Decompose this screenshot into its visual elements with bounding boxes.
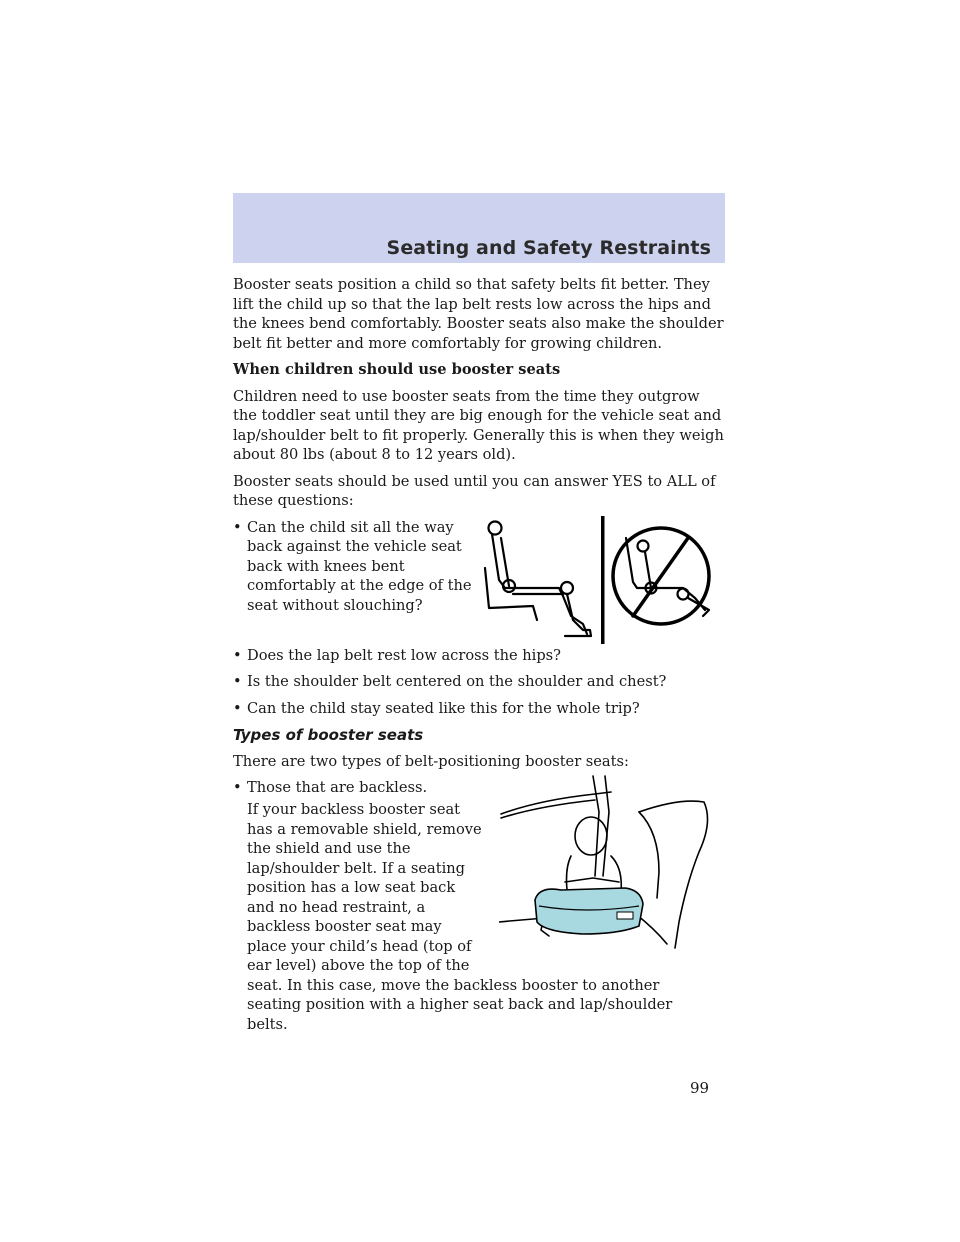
- question-2-text: Does the lap belt rest low across the hips?: [247, 646, 561, 664]
- bullet-icon: •: [233, 673, 242, 690]
- types-intro: There are two types of belt-positioning booster seats:: [233, 752, 629, 770]
- list-item: [233, 699, 725, 719]
- page-number: 99: [690, 1079, 710, 1097]
- bullet-icon: •: [233, 646, 242, 664]
- prohibited-posture-icon: [613, 528, 709, 624]
- list-item: [233, 518, 475, 616]
- divider: [601, 516, 605, 644]
- seating-posture-illustration: [483, 516, 721, 646]
- question-1-text: Can the child sit all the way back against the vehicle seat back with knees bent comfortably at the edge of the seat without slouching?: [247, 518, 472, 614]
- question-3-text: Is the shoulder belt centered on the shoulder and chest?: [247, 673, 667, 690]
- booster-seat-icon: [535, 888, 643, 934]
- window-outline: [501, 792, 611, 814]
- list-item: [233, 672, 725, 692]
- types-bullet-text: Those that are backless.: [247, 779, 428, 796]
- bullet-icon: •: [233, 779, 242, 796]
- list-item: [233, 646, 725, 666]
- when-paragraph: Children need to use booster seats from the time they outgrow the toddler seat until they are big enough for the vehicle seat and lap/shoulder belt to fit properly. Generally this is when they weigh about 80 lbs (about 8 to 12 years old).: [233, 387, 724, 463]
- backless-text: If your backless booster seat has a removable shield, remove the shield and use the lap/shoulder belt. If a seating position has a low seat back and no head restraint, a backless booster seat may place your child’s head (top of ear level) above the top of the seat. In this case, move the backless booster to another seating position with a higher seat back and lap/shoulder belts.: [247, 800, 713, 1034]
- section-title: Seating and Safety Restraints: [386, 237, 711, 259]
- page-content: [233, 275, 725, 1041]
- list-item: [233, 778, 473, 798]
- until-paragraph: Booster seats should be used until you can answer YES to ALL of these questions:: [233, 472, 716, 509]
- when-heading: When children should use booster seats: [233, 361, 561, 378]
- bullet-icon: •: [233, 518, 242, 536]
- bullet-icon: •: [233, 699, 242, 717]
- question-4-text: Can the child stay seated like this for the whole trip?: [247, 699, 640, 717]
- header-band: [233, 193, 725, 263]
- backless-booster-illustration: [499, 772, 719, 952]
- intro-paragraph: Booster seats position a child so that safety belts fit better. They lift the child up so that the lap belt rests low across the hips and the knees bend comfortably. Booster seats also make the shoulder belt fit better and more comfortably for growing children.: [233, 276, 724, 352]
- question-1-row: [233, 518, 725, 646]
- types-heading: Types of booster seats: [233, 726, 424, 744]
